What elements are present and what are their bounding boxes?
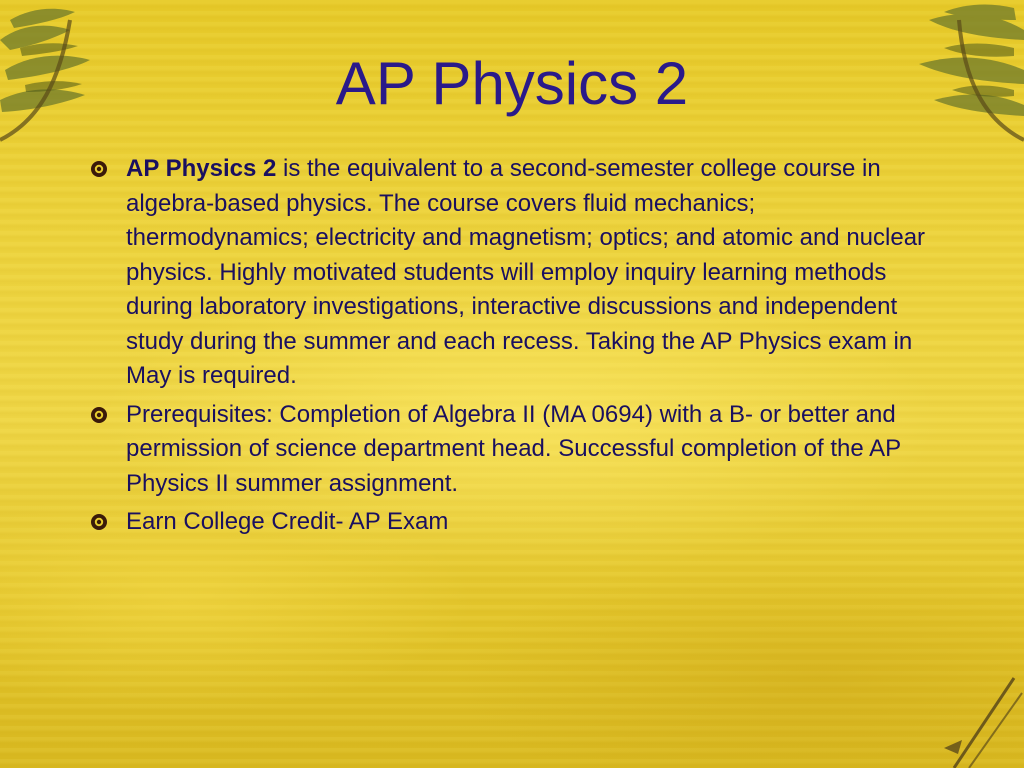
ornament-bullet-icon <box>90 160 108 178</box>
bullet-item-college-credit <box>88 505 938 540</box>
bullet-text: is the equivalent to a second-semester college course in algebra-based physics. The course covers fluid mechanics; thermodynamics; electricity and magnetism; optics; and atomic and nuclear physics. Highly motivated students will employ inquiry learning methods during laboratory investigations, interactive discussions and independent study during the summer and each recess. Taking the AP Physics exam in May is required. <box>126 155 926 389</box>
bullet-item-course-description <box>88 152 938 394</box>
bullet-text: Earn College Credit- AP Exam <box>126 508 449 535</box>
slide-title: AP Physics 2 <box>335 50 689 117</box>
bullet-bold-lead: AP Physics 2 <box>126 155 277 182</box>
reed-decoration <box>934 668 1024 768</box>
ornament-bullet-icon <box>90 513 108 531</box>
ornament-bullet-icon <box>90 406 108 424</box>
bullet-list <box>88 152 938 544</box>
bullet-text: Prerequisites: Completion of Algebra II (MA 0694) with a B- or better and permission of science department head. Successful completion of the AP Physics II summer assignment. <box>126 400 901 497</box>
bullet-item-prerequisites <box>88 398 938 502</box>
